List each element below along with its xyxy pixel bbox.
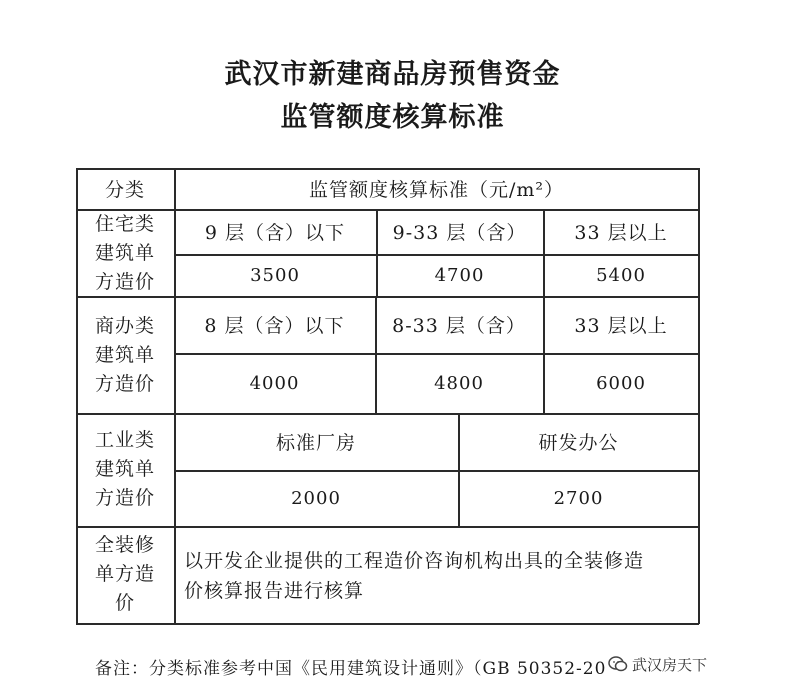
commercial-value-mid: 4800	[434, 372, 484, 394]
commercial-floor-mid: 8-33 层（含）	[392, 315, 526, 337]
watermark	[608, 652, 707, 676]
residential-category-line: 方造价	[94, 271, 155, 293]
residential-category-line: 建筑单	[94, 242, 155, 264]
industrial-value-factory: 2000	[291, 487, 341, 509]
decoration-description	[184, 546, 694, 606]
industrial-category-line: 建筑单	[94, 458, 155, 480]
decoration-category	[76, 531, 174, 618]
decoration-description-line: 以开发企业提供的工程造价咨询机构出具的全装修造	[184, 550, 645, 572]
commercial-value-high: 6000	[596, 372, 646, 394]
industrial-value-rnd-office: 2700	[553, 487, 604, 509]
header-category: 分类	[104, 179, 145, 201]
header-standard: 监管额度核算标准（元/m²）	[308, 179, 565, 201]
residential-value-high: 5400	[596, 264, 646, 286]
footnote: 备注：分类标准参考中国《民用建筑设计通则》（GB 50352-20	[95, 659, 607, 679]
residential-value-low: 3500	[250, 264, 300, 286]
commercial-floor-low: 8 层（含）以下	[204, 315, 345, 337]
residential-floor-mid: 9-33 层（含）	[392, 222, 527, 244]
industrial-type-rnd-office: 研发办公	[538, 432, 619, 454]
commercial-category-line: 建筑单	[94, 344, 155, 366]
wechat-icon	[608, 654, 628, 674]
industrial-type-factory: 标准厂房	[275, 432, 356, 454]
commercial-category	[76, 312, 174, 399]
commercial-value-low: 4000	[249, 372, 300, 394]
industrial-category-line: 工业类	[94, 429, 155, 451]
decoration-category-line: 全装修	[94, 534, 155, 556]
residential-category	[76, 210, 174, 297]
residential-floor-low: 9 层（含）以下	[204, 222, 346, 244]
industrial-category	[76, 426, 174, 513]
residential-value-mid: 4700	[434, 264, 485, 286]
commercial-category-line: 商办类	[94, 315, 155, 337]
industrial-category-line: 方造价	[94, 487, 155, 509]
document-title-line-1: 武汉市新建商品房预售资金	[224, 59, 561, 90]
standard-table	[76, 168, 699, 624]
watermark-text: 武汉房天下	[632, 655, 708, 674]
residential-floor-high: 33 层以上	[574, 222, 668, 244]
decoration-category-line: 单方造	[94, 563, 155, 585]
decoration-category-line: 价	[114, 592, 135, 614]
decoration-description-line: 价核算报告进行核算	[184, 580, 365, 602]
residential-category-line: 住宅类	[94, 213, 155, 235]
commercial-floor-high: 33 层以上	[574, 315, 668, 337]
document-title-line-2: 监管额度核算标准	[280, 102, 505, 133]
commercial-category-line: 方造价	[94, 373, 155, 395]
